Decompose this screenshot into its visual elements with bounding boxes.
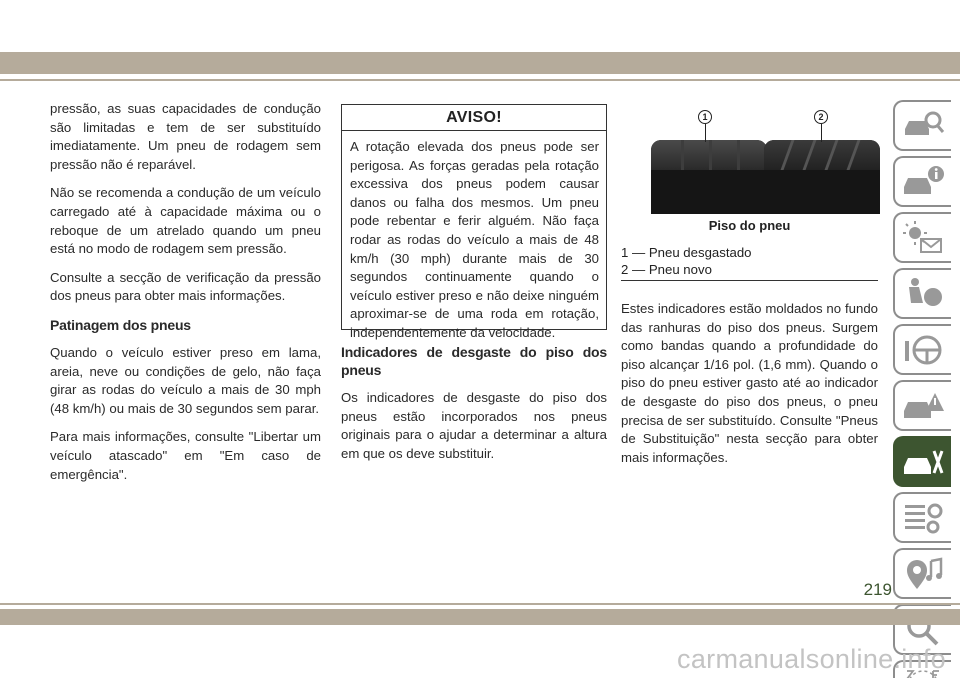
- footer-band: [0, 609, 960, 625]
- chapter-tabs: [893, 100, 951, 678]
- new-tire-image: [764, 140, 880, 214]
- footer-rule: [0, 603, 960, 605]
- figure-legend: [621, 244, 878, 278]
- figure-caption: Piso do pneu: [708, 218, 791, 233]
- tab-car-hazard[interactable]: [893, 380, 951, 431]
- section-heading-tire-spin: Patinagem dos pneus: [50, 316, 191, 333]
- tab-list-gears[interactable]: [893, 492, 951, 543]
- car-info-icon: [901, 163, 945, 201]
- car-wrench-icon: [901, 443, 945, 481]
- warning-text: A rotação elevada dos pneus pode ser perigosa. As forças geradas pela rotação excessiva dos pneus podem causar danos ou falha dos mesmos. Um pneu pode rebentar e ferir alguém. Não faça rodar as rodas do veículo a mais de 48 km/h (30 mph) durante mais de 30 segundos continuamente quando o veículo estiver preso e não deixe ninguém aproximar-se de uma roda em rotação, independentemente da velocidade.: [350, 139, 599, 340]
- tab-steering-wheel[interactable]: [893, 324, 951, 375]
- car-hazard-icon: [901, 387, 945, 425]
- tab-warning-light-mail[interactable]: [893, 212, 951, 263]
- paragraph: Estes indicadores estão moldados no fundo das ranhuras do piso dos pneus. Surgem como bandas quando a profundidade do piso alcançar 1/16 pol. (1,6 mm). Quando o piso do pneu estiver gasto até ao indicador de desgaste do piso dos pneus, o pneu precisa de ser substituído. Consulte "Pneus de Substituição" nesta secção para obter mais informações.: [621, 301, 878, 465]
- leader-line-2: [821, 124, 822, 142]
- seat-airbag-icon: [901, 275, 945, 313]
- tab-seat-airbag[interactable]: [893, 268, 951, 319]
- legend-item-1: 1 — Pneu desgastado: [621, 245, 752, 260]
- legend-item-2: 2 — Pneu novo: [621, 262, 712, 277]
- header-rule: [0, 79, 960, 81]
- header-band: [0, 52, 960, 74]
- car-magnifier-icon: [901, 107, 945, 145]
- tab-car-magnifier[interactable]: [893, 100, 951, 151]
- paragraph: Quando o veículo estiver preso em lama, areia, neve ou condições de gelo, não faça girar as rodas do veículo a mais de 30 mph (48 km/h) ou mais de 30 segundos sem parar.: [50, 344, 321, 416]
- watermark: carmanualsonline.info: [677, 644, 946, 674]
- callout-2: 2: [814, 110, 828, 124]
- paragraph: Consulte a secção de verificação da pressão dos pneus para obter mais informações.: [50, 269, 321, 304]
- tire-tread-figure: [621, 104, 878, 214]
- paragraph: pressão, as suas capacidades de condução são limitadas e tem de ser substituído imediatamente. Um pneu de rodagem sem pressão não é reparável.: [50, 101, 321, 172]
- page-number: 219: [863, 580, 892, 599]
- legend-rule: [621, 280, 878, 281]
- leader-line-1: [705, 124, 706, 142]
- paragraph: Não se recomenda a condução de um veículo carregado até à capacidade máxima ou o reboque de um atrelado quando um pneu está no modo de rodagem sem pressão.: [50, 185, 321, 257]
- list-gears-icon: [901, 499, 945, 537]
- column-2: [341, 339, 607, 463]
- paragraph: Os indicadores de desgaste do piso dos pneus estão incorporados nos pneus originais para o ajudar a determinar a altura em que os deve substituir.: [341, 390, 607, 461]
- section-heading-tread-wear: Indicadores de desgaste do piso dos pneus: [341, 344, 607, 378]
- column-3: [621, 300, 878, 477]
- media-nav-icon: [901, 555, 945, 593]
- tab-car-wrench[interactable]: [893, 436, 951, 487]
- warning-light-mail-icon: [901, 219, 945, 257]
- paragraph: Para mais informações, consulte "Libertar um veículo atascado" em "Em caso de emergência".: [50, 429, 321, 482]
- tab-car-info[interactable]: [893, 156, 951, 207]
- warning-box: [341, 104, 607, 340]
- steering-wheel-icon: [901, 331, 945, 369]
- callout-1: 1: [698, 110, 712, 124]
- worn-tire-image: [651, 140, 767, 214]
- warning-title: AVISO!: [342, 105, 606, 131]
- tab-media-nav[interactable]: [893, 548, 951, 599]
- column-1: [50, 100, 321, 494]
